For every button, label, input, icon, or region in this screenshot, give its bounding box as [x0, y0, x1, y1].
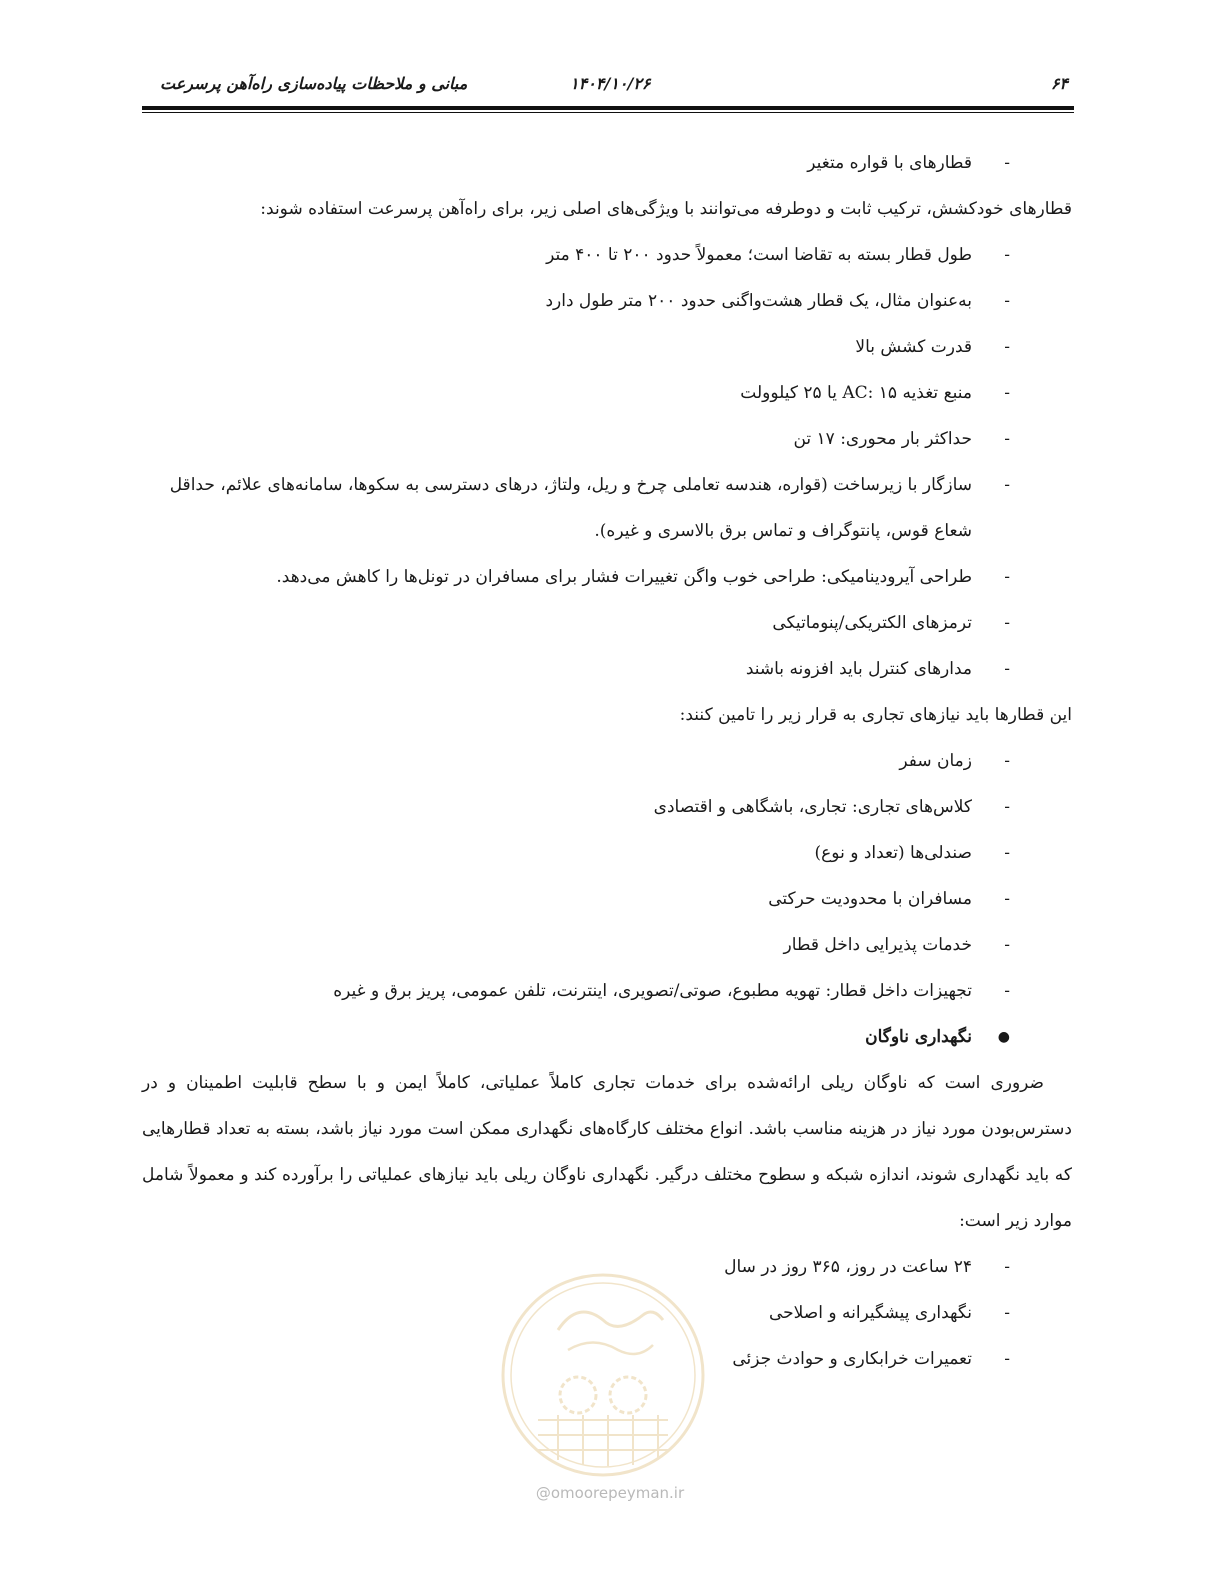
- list-item: [142, 876, 1072, 922]
- list-item: [142, 232, 1072, 278]
- intro-paragraph-1: قطارهای خودکشش، ترکیب ثابت و دوطرفه می‌توانند با ویژگی‌های اصلی زیر، برای راه‌آهن پرسرعت استفاده شوند:: [260, 199, 1072, 219]
- list-item-text: کلاس‌های تجاری: تجاری، باشگاهی و اقتصادی: [653, 797, 972, 817]
- list-item-text: صندلی‌ها (تعداد و نوع): [814, 843, 972, 863]
- list-item-text: نگهداری پیشگیرانه و اصلاحی: [768, 1303, 972, 1323]
- list-item: [142, 370, 1072, 416]
- dash-marker: -: [1004, 475, 1010, 495]
- list-item: [142, 738, 1072, 784]
- list-item-text: منبع تغذیه AC: ۱۵ یا ۲۵ کیلوولت: [740, 383, 972, 403]
- page-body: [142, 140, 1072, 1382]
- dash-marker: -: [1004, 613, 1010, 633]
- bullet-icon: ●: [997, 1029, 1010, 1045]
- dash-marker: -: [1004, 843, 1010, 863]
- list-item: [142, 968, 1072, 1014]
- header-rule-thin: [142, 112, 1074, 113]
- list-item-text: تجهیزات داخل قطار: تهویه مطبوع، صوتی/تصویری، اینترنت، تلفن عمومی، پریز برق و غیره: [333, 981, 972, 1001]
- dash-marker: -: [1004, 337, 1010, 357]
- watermark-url: @omoorepeyman.ir: [535, 1484, 685, 1502]
- maintenance-paragraph: ضروری است که ناوگان ریلی ارائه‌شده برای خدمات تجاری کاملاً عملیاتی، کاملاً ایمن و با سطح قابلیت اطمینان و در دسترس‌بودن مورد نیاز در هزینه مناسب باشد. انواع مختلف کارگاه‌های نگهداری ممکن است مورد نیاز باشد، بسته به تعداد قطارهایی که باید نگهداری شوند، اندازه شبکه و سطوح مختلف درگیر. نگهداری ناوگان ریلی باید نیازهای عملیاتی را برآورده کند و معمولاً شامل موارد زیر است:: [142, 1073, 1072, 1231]
- dash-marker: -: [1004, 153, 1010, 173]
- list-item: [142, 140, 1072, 186]
- list-item: [142, 462, 1072, 554]
- list-item: [142, 278, 1072, 324]
- list-item-text: خدمات پذیرایی داخل قطار: [783, 935, 972, 955]
- list-item-text: تعمیرات خرابکاری و حوادث جزئی: [732, 1349, 972, 1369]
- dash-marker: -: [1004, 1257, 1010, 1277]
- list-item-text: مدارهای کنترل باید افزونه باشند: [745, 659, 972, 679]
- page-header: [142, 74, 1074, 104]
- section-heading-text: نگهداری ناوگان: [865, 1027, 972, 1047]
- header-book-title: مبانی و ملاحظات پیاده‌سازی راه‌آهن پرسرعت: [160, 74, 468, 93]
- dash-marker: -: [1004, 429, 1010, 449]
- dash-marker: -: [1004, 659, 1010, 679]
- header-page-number: ۶۴: [1050, 74, 1068, 93]
- list-item-text: سازگار با زیرساخت (قواره، هندسه تعاملی چرخ و ریل، ولتاژ، درهای دسترسی به سکوها، سامانه‌های علائم، حداقل شعاع قوس، پانتوگراف و تماس برق بالاسری و غیره).: [169, 475, 972, 541]
- watermark-logo-icon: [498, 1270, 708, 1480]
- list-item: [142, 830, 1072, 876]
- commercial-needs-list: [142, 738, 1072, 1014]
- dash-marker: -: [1004, 751, 1010, 771]
- list-item-text: طراحی آیرودینامیکی: طراحی خوب واگن تغییرات فشار برای مسافران در تونل‌ها را کاهش می‌دهد.: [276, 567, 972, 587]
- list-item-text: قدرت کشش بالا: [855, 337, 972, 357]
- list-item: [142, 554, 1072, 600]
- list-item-text: ۲۴ ساعت در روز، ۳۶۵ روز در سال: [724, 1257, 972, 1277]
- continued-list: [142, 140, 1072, 186]
- list-item: [142, 600, 1072, 646]
- dash-marker: -: [1004, 245, 1010, 265]
- list-item-text: به‌عنوان مثال، یک قطار هشت‌واگنی حدود ۲۰۰ متر طول دارد: [545, 291, 972, 311]
- list-item-text: حداکثر بار محوری: ۱۷ تن: [793, 429, 972, 449]
- list-item: [142, 324, 1072, 370]
- header-rule-thick: [142, 106, 1074, 110]
- dash-marker: -: [1004, 889, 1010, 909]
- train-features-list: [142, 232, 1072, 692]
- dash-marker: -: [1004, 935, 1010, 955]
- list-item-text: زمان سفر: [899, 751, 972, 771]
- list-item-text: قطارهای با قواره متغیر: [807, 153, 972, 173]
- list-item-text: طول قطار بسته به تقاضا است؛ معمولاً حدود ۲۰۰ تا ۴۰۰ متر: [546, 245, 972, 265]
- list-item: [142, 416, 1072, 462]
- dash-marker: -: [1004, 797, 1010, 817]
- list-item: [142, 646, 1072, 692]
- dash-marker: -: [1004, 981, 1010, 1001]
- list-item: [142, 784, 1072, 830]
- dash-marker: -: [1004, 567, 1010, 587]
- list-item-text: ترمزهای الکتریکی/پنوماتیکی: [772, 613, 972, 633]
- dash-marker: -: [1004, 1349, 1010, 1369]
- header-date: ۱۴۰۴/۱۰/۲۶: [570, 74, 651, 93]
- list-item: [142, 922, 1072, 968]
- list-item-text: مسافران با محدودیت حرکتی: [768, 889, 972, 909]
- dash-marker: -: [1004, 383, 1010, 403]
- dash-marker: -: [1004, 1303, 1010, 1323]
- section-heading: [142, 1014, 1072, 1060]
- intro-paragraph-2: این قطارها باید نیازهای تجاری به قرار زیر را تامین کنند:: [679, 705, 1072, 725]
- dash-marker: -: [1004, 291, 1010, 311]
